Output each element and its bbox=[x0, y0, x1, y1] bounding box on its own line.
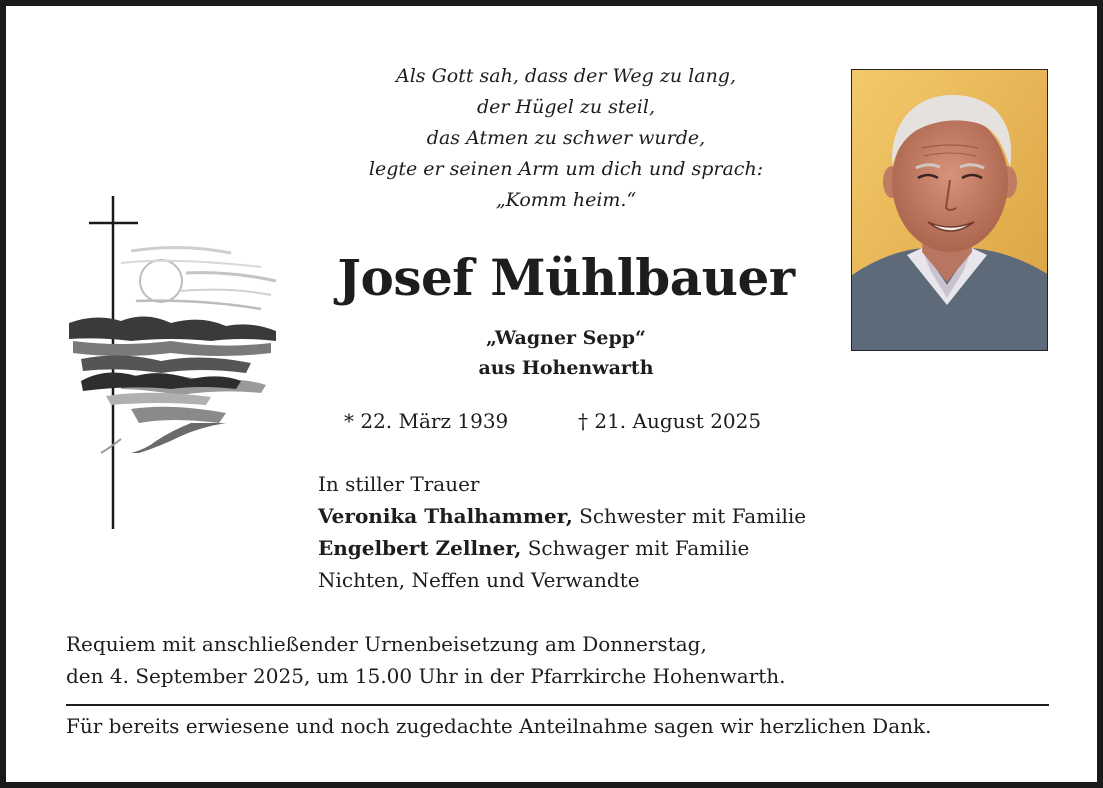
requiem-line: den 4. September 2025, um 15.00 Uhr in der Pfarrkirche Hohenwarth. bbox=[66, 664, 786, 688]
mourner-others: Nichten, Neffen und Verwandte bbox=[318, 568, 640, 592]
requiem-line: Requiem mit anschließender Urnenbeisetzung am Donnerstag, bbox=[66, 632, 707, 656]
requiem-info bbox=[66, 628, 966, 692]
mourner-relation: Schwester mit Familie bbox=[572, 504, 807, 528]
death-date: † 21. August 2025 bbox=[578, 409, 762, 433]
poem-line: „Komm heim.“ bbox=[495, 189, 637, 211]
mourner-entry bbox=[318, 500, 878, 532]
poem-line: Als Gott sah, dass der Weg zu lang, bbox=[395, 65, 737, 87]
poem-line: legte er seinen Arm um dich und sprach: bbox=[368, 158, 764, 180]
portrait-photo bbox=[851, 69, 1048, 351]
deceased-nickname: „Wagner Sepp“ bbox=[486, 327, 646, 349]
birth-date: * 22. März 1939 bbox=[344, 409, 509, 433]
deceased-origin: aus Hohenwarth bbox=[478, 357, 654, 379]
portrait-photo-elderly-man-icon bbox=[852, 70, 1048, 351]
poem-line: der Hügel zu steil, bbox=[477, 96, 655, 118]
mourner-entry bbox=[318, 532, 878, 564]
poem bbox=[306, 61, 826, 216]
poem-line: das Atmen zu schwer wurde, bbox=[426, 127, 706, 149]
mourning-intro: In stiller Trauer bbox=[318, 472, 480, 496]
cross-landscape-artwork bbox=[61, 191, 291, 536]
mourner-relation: Schwager mit Familie bbox=[521, 536, 750, 560]
thanks-text: Für bereits erwiesene und noch zugedachte Anteilnahme sagen wir herzlichen Dank. bbox=[66, 714, 932, 738]
mourner-name: Engelbert Zellner, bbox=[318, 536, 522, 560]
cross-sunset-landscape-icon bbox=[61, 191, 291, 536]
mourner-name: Veronika Thalhammer, bbox=[318, 504, 573, 528]
deceased-name: Josef Mühlbauer bbox=[337, 248, 795, 307]
divider bbox=[66, 704, 1049, 706]
mourners-list bbox=[318, 468, 878, 596]
